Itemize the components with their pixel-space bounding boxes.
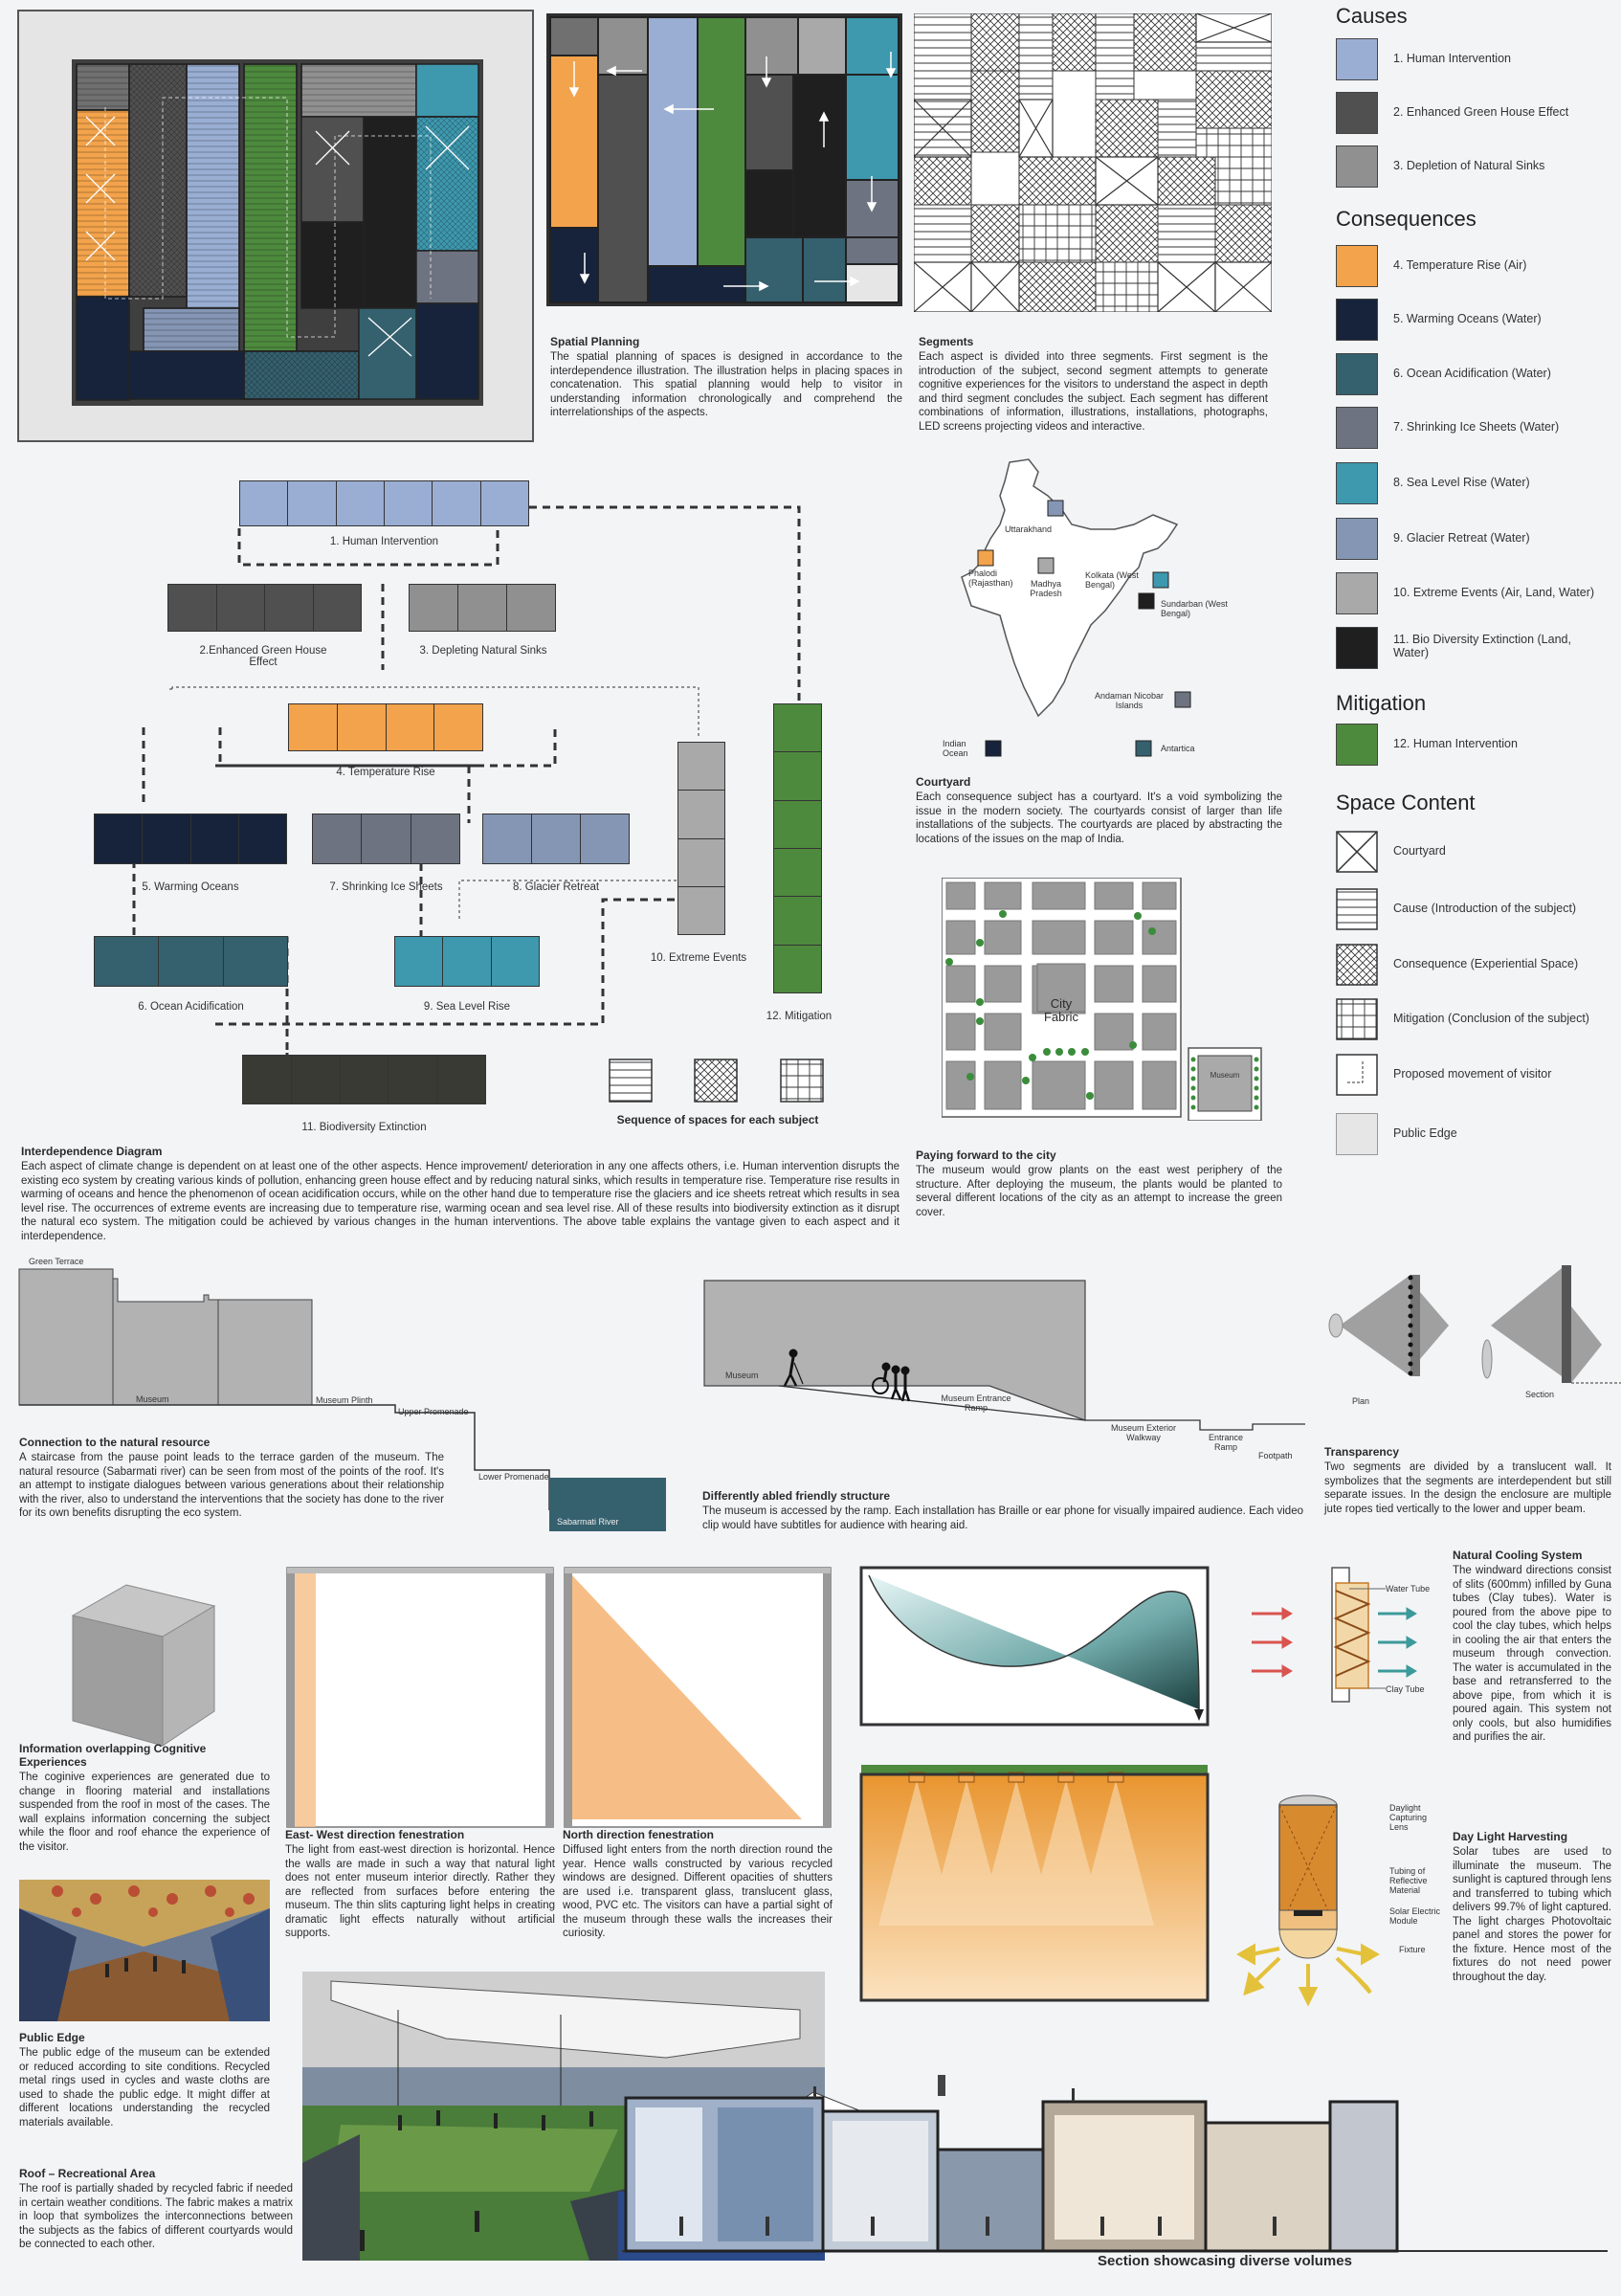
museum-label: Museum: [1210, 1071, 1240, 1080]
abled-text: The museum is accessed by the ramp. Each installation has Braille or ear phone for visually impaired audience. Each video clip would have subtitles for audience with hearing aid.: [702, 1505, 1303, 1531]
legend-item: Public Edge: [1336, 1113, 1613, 1157]
node-human-intervention: [239, 480, 529, 526]
river-label: Green Terrace: [29, 1257, 84, 1266]
legend-item: Proposed movement of visitor: [1336, 1054, 1613, 1098]
legend-item: 12. Human Intervention: [1336, 724, 1613, 768]
river-label: Upper Promenade: [398, 1407, 469, 1416]
legend-item: 9. Glacier Retreat (Water): [1336, 518, 1613, 562]
map-label: Uttarakhand: [1005, 524, 1053, 534]
node-label: 2.Enhanced Green House Effect: [199, 645, 327, 668]
solar-label: Daylight Capturing Lens: [1389, 1803, 1428, 1832]
mitigation-heading: Mitigation: [1336, 691, 1427, 715]
node-label: 10. Extreme Events: [650, 952, 747, 964]
node-label: 12. Mitigation: [766, 1011, 833, 1022]
transparency-label: Section: [1525, 1390, 1555, 1399]
interdependence-text: Each aspect of climate change is dependent on at least one of the other aspects. Hence improvement/ deterioration in any one affects others, i.e. Human intervention disrupts the existing eco system by creating various kinds of pollution, enhancing green house effect and by reducing natural sinks, which results in temperature rise. Temperature rise results in warming of oceans and hence the phenomenon of ocean acidification occurs, while on the other hand due to temperature rise the glaciers and ice sheets retreat which results in sea level rise. The occurrences of extreme events are increasing due to temperature rise, warming ocean and sea level rise. All of these results into biodiversity extinction as it disrupt the natural eco system. The mitigation could be achieved by various changes in the human interventions. The above table explains the vantage given to each aspect and it interdependence.: [21, 1161, 899, 1242]
node-greenhouse: [167, 584, 362, 632]
connection-text: A staircase from the pause point leads to the terrace garden of the museum. The natural resource (Sabarmati river) can be seen from most of the points of the roof. It's an attempt to instigate dialogues between various generations about their relationship with the river, also to understand the interventions that the society has done to the river for its own benefits disrupting the eco system.: [19, 1452, 444, 1519]
courtyard-text: Each consequence subject has a courtyard. It's a void symbolizing the issue in the modern society. The courtyards consist of larger than life installations of the subjects. The courtyards are placed by abstracting the locations of the issues on the map of India.: [916, 791, 1282, 845]
legend-item: 5. Warming Oceans (Water): [1336, 299, 1613, 343]
legend-item: 11. Bio Diversity Extinction (Land, Water): [1336, 627, 1613, 671]
segments-text: Each aspect is divided into three segments. First segment is the introduction of the subject, second segment attempts to generate cognitive experiences for the visitors to understand the aspect in depth and third segment concludes the subject. Each segment has different combinations of information, illustrations, installations, photographs, LED screens projecting videos and interactive.: [919, 351, 1268, 433]
river-label: Sabarmati River: [557, 1517, 619, 1527]
ramp-label: Museum Entrance Ramp: [941, 1393, 1011, 1413]
legend-item: Consequence (Experiential Space): [1336, 944, 1613, 988]
node-label: 11. Biodiversity Extinction: [301, 1122, 427, 1133]
map-label: Phalodi (Rajasthan): [968, 568, 1013, 588]
ramp-label: Footpath: [1258, 1451, 1293, 1460]
map-label: Kolkata (West Bengal): [1085, 570, 1139, 590]
cooling-label: Water Tube: [1386, 1584, 1431, 1594]
node-label: 4. Temperature Rise: [336, 767, 435, 778]
map-label: Indian Ocean: [943, 739, 968, 758]
daylight-text: Solar tubes are used to illuminate the museum. The sunlight is captured through lens and transferred to tubing which delivers 99.7% of light captured. The light charges Photovoltaic panel and stores the power for the fixture. Hence most of the fixtures do not need power throughout the day.: [1453, 1846, 1611, 1983]
node-warming-oceans: [94, 814, 287, 864]
city-fabric-label: City Fabric: [1043, 996, 1079, 1024]
causes-heading: Causes: [1336, 4, 1408, 28]
wave-illustration: [859, 1566, 1210, 1727]
solar-label: Tubing of Reflective Material: [1389, 1866, 1428, 1895]
east-west-fenestration: [285, 1566, 555, 1829]
solar-label: Solar Electric Module: [1389, 1906, 1441, 1926]
ramp-label: Museum Exterior Walkway: [1110, 1423, 1177, 1442]
sequence-icons: [609, 1059, 825, 1103]
legend-item: 6. Ocean Acidification (Water): [1336, 353, 1613, 397]
transparency-label: Plan: [1352, 1396, 1370, 1406]
river-label: Museum Plinth: [316, 1395, 373, 1405]
daylight-title: Day Light Harvesting: [1453, 1830, 1568, 1843]
legend-item: 10. Extreme Events (Air, Land, Water): [1336, 572, 1613, 616]
cube-illustration: [71, 1577, 218, 1750]
map-label: Andaman Nicobar Islands: [1094, 691, 1165, 710]
roof-text: The roof is partially shaded by recycled fabric if needed in certain weather conditions. The fabric makes a matrix in loop that symbolizes the interconnections between the subjects as the fabics of different courtyards would be connected to each other.: [19, 2183, 293, 2250]
transparency-title: Transparency: [1324, 1445, 1400, 1459]
node-natural-sinks: [409, 584, 556, 632]
consequences-heading: Consequences: [1336, 207, 1477, 231]
segments-grid: [914, 13, 1272, 312]
legend-item: 7. Shrinking Ice Sheets (Water): [1336, 407, 1613, 451]
courtyard-title: Courtyard: [916, 775, 971, 789]
city-title: Paying forward to the city: [916, 1148, 1056, 1162]
eastwest-text: The light from east-west direction is horizontal. Hence the walls are made in such a way that natural light does not enter museum interior directly. Rather they are reflected from surfaces before entering the museum. The thin slits capturing light helps in creating dramatic light effects naturally without artificial supports.: [285, 1844, 555, 1939]
node-temperature: [288, 703, 483, 751]
transparency-diagram: [1315, 1254, 1621, 1399]
map-label: Antartica: [1161, 744, 1195, 753]
eastwest-title: East- West direction fenestration: [285, 1828, 465, 1841]
solar-label: Fixture: [1399, 1945, 1426, 1954]
legend-item: 2. Enhanced Green House Effect: [1336, 92, 1613, 136]
building-section: [622, 2073, 1608, 2255]
daylight-room: [859, 1753, 1210, 2002]
node-label: 6. Ocean Acidification: [138, 1001, 244, 1013]
legend-item: 1. Human Intervention: [1336, 38, 1613, 82]
abled-title: Differently abled friendly structure: [702, 1489, 891, 1503]
roof-title: Roof – Recreational Area: [19, 2167, 156, 2180]
spatial-text: The spatial planning of spaces is designed in accordance to the interdependence illustration. The illustration helps in placing spaces in concatenation. This spatial planning would help to visitor in understanding information chronologically and comprehend the interrelationships of the aspects.: [550, 351, 902, 418]
node-mitigation: [773, 703, 822, 993]
cognitive-title: Information overlapping Cognitive Experiences: [19, 1742, 207, 1769]
node-label: 7. Shrinking Ice Sheets: [329, 881, 443, 893]
node-sea-level: [394, 936, 540, 987]
interdependence-title: Interdependence Diagram: [21, 1145, 163, 1158]
connection-title: Connection to the natural resource: [19, 1436, 211, 1449]
node-label: 8. Glacier Retreat: [512, 881, 600, 893]
legend-item: 8. Sea Level Rise (Water): [1336, 462, 1613, 506]
cooling-text: The windward directions consist of slits (600mm) infilled by Guna tubes (Clay tubes). Water is poured from the above pipe to cool the clay tubes, which helps in cooling the air that enters the museum through convection. The water is accumulated in the base and retransferred to the above pipe, from which it is poured again. This system not only cools, but also humidifies and purifies the air.: [1453, 1565, 1611, 1743]
public-edge-text: The public edge of the museum can be extended or reduced according to site conditions. Recycled metal rings used in cycles and waste cloths are used to shade the public edge. It might differ at different locations understanding the recycled materials available.: [19, 2047, 270, 2129]
spatial-planning-diagram: [546, 13, 902, 306]
north-fenestration: [563, 1566, 833, 1829]
legend-item: 3. Depletion of Natural Sinks: [1336, 145, 1613, 189]
node-label: 1. Human Intervention: [329, 536, 439, 547]
map-label: Sundarban (West Bengal): [1161, 599, 1228, 618]
legend-item: Mitigation (Conclusion of the subject): [1336, 998, 1613, 1042]
city-text: The museum would grow plants on the east west periphery of the structure. After deploying the museum, the plants would be planted to several different locations of the city as an attempt to increase the green cover.: [916, 1165, 1282, 1218]
solar-tube-diagram: [1236, 1790, 1380, 2016]
node-label: 5. Warming Oceans: [142, 881, 239, 893]
public-edge-render: [19, 1880, 270, 2021]
legend-item: 4. Temperature Rise (Air): [1336, 245, 1613, 289]
section-caption: Section showcasing diverse volumes: [1098, 2253, 1352, 2269]
ramp-label: Museum: [725, 1371, 759, 1380]
river-label: Museum: [136, 1394, 169, 1404]
cooling-title: Natural Cooling System: [1453, 1549, 1583, 1562]
river-label: Lower Promenade: [478, 1472, 549, 1482]
cognitive-text: The coginive experiences are generated due to change in flooring material and installations suspended from the roof in most of the cases. The wall explains information concerning the subject while the floor and roof ehance the experience of the visitor.: [19, 1772, 270, 1853]
node-ocean-acidification: [94, 936, 288, 987]
legend-item: Cause (Introduction of the subject): [1336, 888, 1613, 932]
ramp-label: Entrance Ramp: [1208, 1433, 1244, 1452]
node-label: 9. Sea Level Rise: [423, 1001, 511, 1013]
transparency-text: Two segments are divided by a translucent wall. It symbolizes that the segments are interdependent but still separate issues. In the design the enclosure are multiple jute ropes tied vertically to the lower and upper beam.: [1324, 1461, 1611, 1515]
node-ice-sheets: [312, 814, 460, 864]
space-content-heading: Space Content: [1336, 791, 1476, 814]
segments-title: Segments: [919, 335, 974, 348]
node-glacier: [482, 814, 630, 864]
node-label: 3. Depleting Natural Sinks: [419, 645, 547, 657]
spatial-title: Spatial Planning: [550, 335, 640, 348]
public-edge-title: Public Edge: [19, 2031, 85, 2044]
north-title: North direction fenestration: [563, 1828, 715, 1841]
map-label: Madhya Pradesh: [1030, 579, 1062, 598]
cooling-label: Clay Tube: [1386, 1684, 1425, 1694]
city-fabric-map: [942, 878, 1263, 1121]
node-extreme-events: [677, 742, 725, 935]
legend-item: Courtyard: [1336, 831, 1613, 875]
floor-plan: [19, 11, 532, 440]
north-text: Diffused light enters from the north direction round the year. Hence walls constructed by various recycled windows are designed. Different opacities of shutters are used i.e. transparent glass, translucent glass, wood, PVC etc. The visitors can have a partial sight of the museum through these walls the increases their curiosity.: [563, 1844, 833, 1939]
node-biodiversity: [242, 1055, 486, 1104]
sequence-caption: Sequence of spaces for each subject: [616, 1113, 819, 1126]
floor-plan-panel: [17, 10, 534, 442]
